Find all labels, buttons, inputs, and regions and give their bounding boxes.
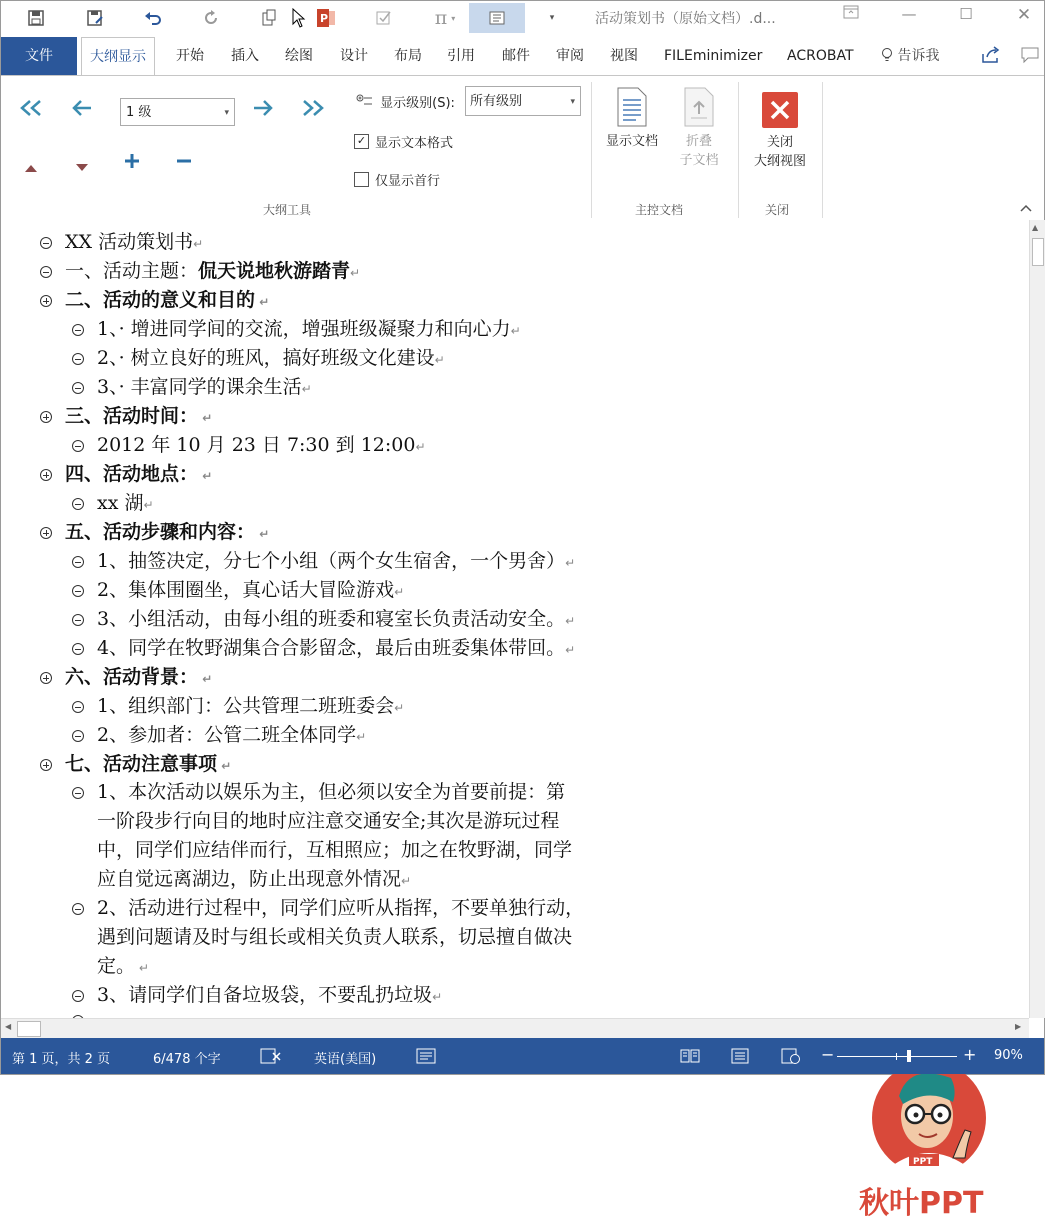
zoom-center-tick [896, 1053, 897, 1060]
logo-badge: PPT [913, 1157, 933, 1167]
scroll-left-icon[interactable]: ◀ [5, 1022, 12, 1031]
outline-collapse-symbol[interactable] [72, 903, 84, 915]
paragraph-mark-icon: ↵ [255, 295, 270, 309]
outline-item[interactable] [97, 692, 404, 723]
paragraph-mark-icon: ↵ [193, 237, 204, 251]
ribbon-separator [738, 82, 739, 218]
outline-item[interactable] [97, 373, 312, 404]
lightbulb-icon [881, 47, 893, 63]
outline-collapse-symbol[interactable] [72, 498, 84, 510]
word-count[interactable]: 6/478 个字 [153, 1052, 221, 1067]
close-red-icon [761, 91, 799, 129]
ribbon-display-icon[interactable] [836, 5, 866, 27]
outline-text: 六、活动背景： [65, 666, 199, 688]
qiuye-ppt-logo [859, 1058, 1009, 1228]
outline-text: xx 湖 [97, 492, 144, 514]
collapse-subdocuments-label-2: 子文档 [679, 153, 719, 168]
expand-icon[interactable] [117, 150, 147, 175]
outline-item[interactable] [97, 605, 575, 636]
save-icon[interactable] [23, 7, 49, 29]
outline-item[interactable] [97, 489, 154, 520]
outline-expand-symbol[interactable] [40, 411, 52, 423]
outline-heading[interactable] [65, 518, 269, 549]
tab-fileminimizer[interactable]: FILEminimizer [664, 48, 763, 64]
show-document-button[interactable] [599, 86, 665, 151]
master-document-group-label: 主控文档 [635, 203, 684, 217]
checkbox-checked-icon: ✓ [354, 134, 369, 149]
checkbox-empty-icon [354, 172, 369, 187]
tab-design[interactable]: 设计 [340, 48, 368, 64]
tab-draw[interactable]: 绘图 [285, 48, 313, 64]
tab-references[interactable]: 引用 [447, 48, 475, 64]
paragraph-line: 定。 [97, 955, 136, 977]
outline-expand-symbol[interactable] [40, 295, 52, 307]
document-title: 活动策划书（原始文档）.d... [595, 11, 776, 27]
close-group-label: 关闭 [765, 203, 790, 217]
show-document-label: 显示文档 [605, 134, 658, 149]
close-window-icon[interactable]: ✕ [1016, 5, 1032, 25]
outline-collapse-symbol[interactable] [72, 382, 84, 394]
outline-item[interactable] [97, 315, 521, 346]
outline-collapse-symbol[interactable] [72, 556, 84, 568]
outline-heading[interactable] [65, 460, 212, 491]
show-level-select[interactable] [465, 86, 581, 116]
paragraph-line: 一阶段步行向目的地时应注意交通安全;其次是游玩过程 [97, 810, 560, 832]
title-bar [1, 1, 1044, 37]
outline-item[interactable] [97, 634, 575, 665]
status-bar [1, 1038, 1044, 1074]
outline-tools-group-label: 大纲工具 [263, 203, 312, 217]
undo-icon[interactable] [140, 7, 166, 29]
outline-text: 1、组织部门：公共管理二班班委会 [97, 695, 395, 717]
zoom-slider[interactable] [837, 1056, 957, 1057]
ribbon-separator [591, 82, 592, 218]
tab-review[interactable]: 审阅 [556, 48, 584, 64]
maximize-icon[interactable]: ☐ [959, 5, 973, 23]
tab-view[interactable]: 视图 [610, 48, 638, 64]
language-indicator[interactable]: 英语(美国) [314, 1052, 377, 1067]
outline-heading[interactable] [65, 402, 212, 433]
outline-text: 2012 年 10 月 23 日 7:30 到 12:00 [97, 434, 416, 456]
outline-collapse-symbol[interactable] [40, 266, 52, 278]
minimize-icon[interactable]: — [901, 5, 917, 23]
show-text-format-label: 显示文本格式 [375, 136, 454, 151]
chevron-down-icon: ▾ [570, 97, 575, 107]
scroll-right-icon[interactable]: ▶ [1015, 1022, 1022, 1031]
show-document-icon [616, 86, 648, 128]
outline-text: 一、活动主题： [65, 260, 199, 282]
outline-heading[interactable] [65, 663, 212, 694]
horizontal-scrollbar[interactable] [1, 1018, 1029, 1038]
redo-icon[interactable] [198, 7, 224, 29]
scroll-thumb[interactable] [1032, 238, 1044, 266]
web-layout-icon[interactable] [781, 1048, 801, 1068]
paragraph-mark-icon: ↵ [434, 353, 445, 367]
show-first-line-checkbox[interactable] [354, 170, 440, 189]
outline-text: 4、同学在牧野湖集合合影留念，最后由班委集体带回。 [97, 637, 566, 659]
zoom-in-button[interactable]: + [963, 1045, 977, 1064]
promote-icon[interactable] [67, 98, 97, 123]
outline-heading[interactable] [65, 228, 203, 259]
paragraph-mark-icon: ↵ [198, 411, 213, 425]
outline-text: 2、集体围圈坐，真心话大冒险游戏 [97, 579, 395, 601]
outline-expand-symbol[interactable] [40, 469, 52, 481]
close-outline-label-1: 关闭 [766, 135, 793, 150]
tab-home[interactable]: 开始 [176, 48, 204, 64]
save-as-icon[interactable] [82, 7, 108, 29]
outline-collapse-symbol[interactable] [72, 585, 84, 597]
show-level-label [355, 92, 455, 111]
tell-me-label: 告诉我 [897, 48, 940, 64]
outline-collapse-symbol[interactable] [72, 730, 84, 742]
page-count[interactable]: 第 1 页，共 2 页 [12, 1052, 111, 1067]
paragraph-line: 1、本次活动以娱乐为主，但必须以安全为首要前提：第 [97, 781, 566, 803]
close-outline-label-2: 大纲视图 [753, 154, 806, 169]
tab-outline[interactable]: 大纲显示 [81, 37, 155, 76]
outline-collapse-symbol[interactable] [40, 237, 52, 249]
outline-item[interactable] [97, 547, 575, 578]
outline-text: XX 活动策划书 [65, 231, 194, 253]
paragraph-mark-icon: ↵ [510, 324, 521, 338]
collapse-subdocuments-icon [683, 86, 715, 128]
collapse-subdocuments-button[interactable] [671, 86, 727, 170]
demote-to-body-icon[interactable] [298, 98, 328, 123]
outline-item[interactable] [97, 721, 366, 752]
paragraph-mark-icon: ↵ [432, 990, 443, 1004]
paragraph-mark-icon: ↵ [394, 701, 405, 715]
collapse-ribbon-icon[interactable] [1020, 202, 1032, 215]
outline-text: 五、活动步骤和内容： [65, 521, 256, 543]
paragraph-mark-icon: ↵ [135, 961, 149, 975]
outline-level-select[interactable] [120, 98, 235, 126]
paragraph-line: 2、活动进行过程中，同学们应听从指挥，不要单独行动， [97, 897, 585, 919]
tab-layout[interactable]: 布局 [394, 48, 422, 64]
scroll-up-icon[interactable]: ▲ [1032, 223, 1039, 232]
collapse-icon[interactable] [169, 150, 199, 175]
outline-paragraph-3[interactable] [97, 981, 442, 1012]
paragraph-mark-icon: ↵ [401, 874, 412, 888]
zoom-slider-thumb[interactable] [907, 1050, 911, 1062]
paragraph-mark-icon: ↵ [565, 643, 576, 657]
show-level-text: 显示级别(S): [380, 96, 455, 111]
check-icon[interactable] [371, 7, 397, 29]
mascot-icon [859, 1058, 1009, 1228]
paragraph-mark-icon: ↵ [350, 266, 361, 280]
outline-expand-symbol[interactable] [40, 672, 52, 684]
show-first-line-label: 仅显示首行 [375, 174, 441, 189]
print-layout-icon[interactable] [731, 1048, 749, 1068]
outline-text: 2、参加者：公管二班全体同学 [97, 724, 357, 746]
outline-paragraph-1[interactable] [97, 778, 572, 896]
paragraph-mark-icon: ↵ [217, 759, 232, 773]
outline-expand-symbol[interactable] [40, 759, 52, 771]
outline-collapse-symbol[interactable] [72, 643, 84, 655]
ribbon-separator [822, 82, 823, 218]
paragraph-mark-icon: ↵ [198, 469, 213, 483]
compare-icon[interactable] [256, 7, 282, 29]
tab-acrobat[interactable]: ACROBAT [787, 48, 854, 64]
logo-text: 秋叶PPT [859, 1186, 984, 1221]
outline-bold-text: 侃天说地秋游踏青 [198, 260, 351, 282]
outline-text: 1、抽签决定，分七个小组（两个女生宿舍，一个男舍） [97, 550, 566, 572]
paragraph-mark-icon: ↵ [143, 498, 154, 512]
zoom-out-button[interactable]: − [821, 1045, 835, 1064]
outline-collapse-symbol[interactable] [72, 614, 84, 626]
outline-text: 三、活动时间： [65, 405, 199, 427]
comments-icon[interactable] [1013, 37, 1047, 75]
ribbon-tabs [1, 37, 1044, 75]
pi-icon[interactable]: π ▾ [434, 7, 456, 29]
chevron-down-icon: ▾ [224, 108, 229, 118]
outline-expand-symbol[interactable] [40, 527, 52, 539]
paragraph-mark-icon: ↵ [415, 440, 426, 454]
outline-text: 2、· 树立良好的班风，搞好班级文化建设 [97, 347, 435, 369]
powerpoint-icon[interactable] [313, 7, 339, 29]
paragraph-mark-icon: ↵ [565, 614, 576, 628]
paragraph-line: 遇到问题请及时与组长或相关负责人联系，切忌擅自做决 [97, 926, 573, 948]
show-text-format-checkbox[interactable] [354, 132, 453, 151]
outline-text: 1、· 增进同学间的交流，增强班级凝聚力和向心力 [97, 318, 511, 340]
paragraph-mark-icon: ↵ [301, 382, 312, 396]
tab-file[interactable]: 文件 [1, 37, 77, 75]
outline-heading[interactable] [65, 750, 231, 781]
paragraph-mark-icon: ↵ [198, 672, 213, 686]
show-level-value: 所有级别 [470, 94, 523, 109]
outline-heading[interactable] [65, 257, 360, 288]
move-down-icon[interactable] [67, 154, 97, 179]
outline-collapse-symbol[interactable] [72, 787, 84, 799]
outline-text: 3、小组活动，由每小组的班委和寝室长负责活动安全。 [97, 608, 566, 630]
outline-collapse-symbol[interactable] [72, 353, 84, 365]
demote-icon[interactable] [248, 98, 278, 123]
paragraph-line: 中，同学们应结伴而行，互相照应；加之在牧野湖，同学 [97, 839, 573, 861]
outline-collapse-symbol[interactable] [72, 324, 84, 336]
share-icon[interactable] [973, 37, 1009, 75]
outline-collapse-symbol[interactable] [72, 990, 84, 1002]
paragraph-mark-icon: ↵ [255, 527, 270, 541]
outline-item[interactable] [97, 576, 404, 607]
paragraph-line: 3、请同学们自备垃圾袋，不要乱扔垃圾 [97, 984, 433, 1006]
proofing-icon[interactable] [260, 1048, 282, 1068]
hscroll-thumb[interactable] [17, 1021, 41, 1037]
tab-insert[interactable]: 插入 [231, 48, 259, 64]
outline-collapse-symbol[interactable] [72, 440, 84, 452]
outline-text: 七、活动注意事项 [65, 753, 218, 775]
tell-me-button[interactable] [873, 37, 947, 75]
collapse-subdocuments-label-1: 折叠 [685, 134, 712, 149]
outline-text: 二、活动的意义和目的 [65, 289, 256, 311]
promote-to-heading-icon[interactable] [16, 98, 46, 123]
outline-item[interactable] [97, 431, 426, 462]
outline-collapse-symbol[interactable] [72, 701, 84, 713]
paragraph-line: 应自觉远离湖边，防止出现意外情况 [97, 868, 402, 890]
outline-item[interactable] [97, 344, 445, 375]
paragraph-mark-icon: ↵ [394, 585, 405, 599]
cursor-icon [289, 7, 309, 29]
show-level-icon [355, 94, 373, 110]
paragraph-mark-icon: ↵ [356, 730, 367, 744]
outline-text: 四、活动地点： [65, 463, 199, 485]
close-outline-view-button[interactable] [746, 86, 814, 171]
outline-view-icon[interactable] [469, 3, 525, 33]
outline-text: 3、· 丰富同学的课余生活 [97, 376, 302, 398]
macro-icon[interactable] [416, 1048, 436, 1068]
zoom-level[interactable]: 90% [994, 1048, 1023, 1063]
outline-paragraph-2[interactable] [97, 894, 584, 983]
read-mode-icon[interactable] [680, 1048, 700, 1068]
svg-text:P: P [320, 12, 329, 25]
paragraph-mark-icon: ↵ [565, 556, 576, 570]
ribbon [1, 75, 1044, 221]
customize-icon[interactable]: ▾ [549, 13, 555, 23]
move-up-icon[interactable] [16, 154, 46, 179]
outline-level-value: 1 级 [126, 105, 152, 120]
outline-heading[interactable] [65, 286, 269, 317]
tab-mailings[interactable]: 邮件 [502, 48, 530, 64]
vertical-scrollbar[interactable] [1029, 220, 1045, 1018]
